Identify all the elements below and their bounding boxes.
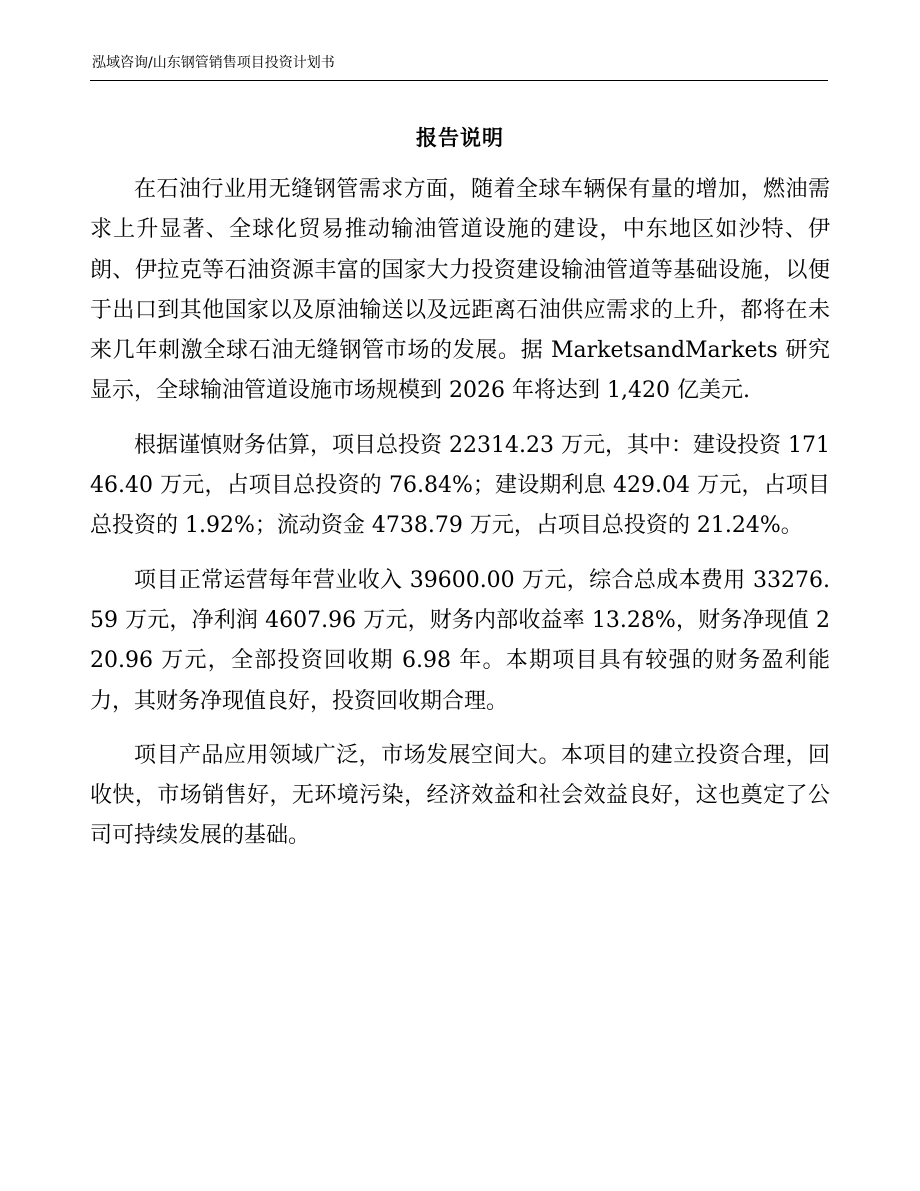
- paragraph-market-demand: 在石油行业用无缝钢管需求方面，随着全球车辆保有量的增加，燃油需求上升显著、全球化贸易推动输油管道设施的建设，中东地区如沙特、伊朗、伊拉克等石油资源丰富的国家大力投资建设输油管道等基础设施，以便于出口到其他国家以及原油输送以及远距离石油供应需求的上升，都将在未来几年刺激全球石油无缝钢管市场的发展。据 MarketsandMarkets 研究显示，全球输油管道设施市场规模到 2026 年将达到 1,420 亿美元.: [90, 177, 830, 404]
- paragraph-financial-returns: 项目正常运营每年营业收入 39600.00 万元，综合总成本费用 33276.59 万元，净利润 4607.96 万元，财务内部收益率 13.28%，财务净现值 220.96 万元，全部投资回收期 6.98 年。本期项目具有较强的财务盈利能力，其财务净现值良好，投资回收期合理。: [90, 567, 830, 714]
- paragraph-investment-estimate: 根据谨慎财务估算，项目总投资 22314.23 万元，其中：建设投资 17146.40 万元，占项目总投资的 76.84%；建设期利息 429.04 万元，占项目总投资的 1.92%；流动资金 4738.79 万元，占项目总投资的 21.24%。: [90, 432, 830, 539]
- paragraph-conclusion: 项目产品应用领域广泛，市场发展空间大。本项目的建立投资合理，回收快，市场销售好，无环境污染，经济效益和社会效益良好，这也奠定了公司可持续发展的基础。: [90, 742, 830, 849]
- header-divider: [90, 80, 828, 81]
- running-header: 泓域咨询/山东钢管销售项目投资计划书: [92, 55, 335, 71]
- document-body: [90, 170, 830, 871]
- document-title: 报告说明: [416, 126, 504, 150]
